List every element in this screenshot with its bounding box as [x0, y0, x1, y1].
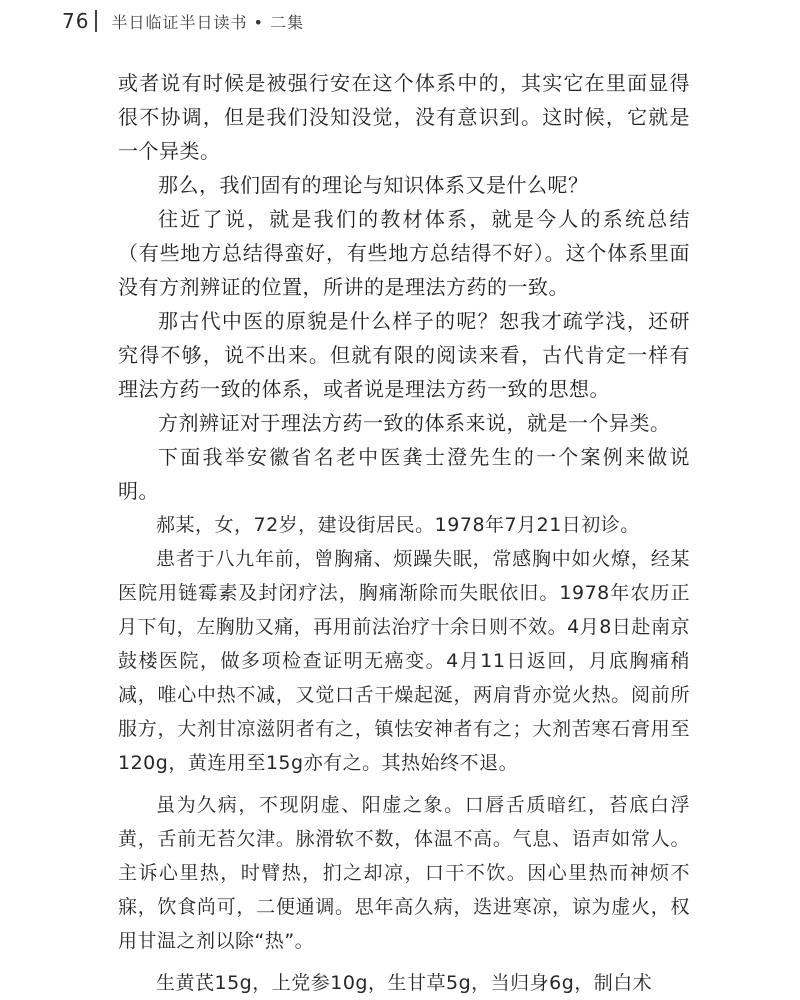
- paragraph-gap: [118, 780, 690, 788]
- paragraph: 那古代中医的原貌是什么样子的呢？恕我才疏学浅，还研究得不够，说不出来。但就有限的阅读来看，古代肯定一样有理法方药一致的体系，或者说是理法方药一致的思想。: [118, 309, 690, 401]
- page-number: 76: [62, 9, 90, 33]
- body-text: [118, 66, 690, 1000]
- case-diagnosis: 虽为久病，不现阴虚、阳虚之象。口唇舌质暗红，苔底白浮黄，舌前无苔欠津。脉滑软不数，体温不高。气息、语声如常人。主诉心里热，时臂热，扪之却凉，口干不饮。因心里热而神烦不寐，饮食尚可，二便通调。思年高久病，迭进寒凉，谅为虚火，权用甘温之剂以除“热”。: [118, 794, 690, 952]
- paragraph: 下面我举安徽省名老中医龚士澄先生的一个案例来做说明。: [118, 445, 690, 503]
- case-history: 患者于八九年前，曾胸痛、烦躁失眠，常感胸中如火燎，经某医院用链霉素及封闭疗法，胸痛渐除而失眠依旧。1978年农历正月下旬，左胸肋又痛，再用前法治疗十余日则不效。4月8日赴南京鼓楼医院，做多项检查证明无癌变。4月11日返回，月底胸痛稍减，唯心中热不减，又觉口舌干燥起涎，两肩背亦觉火热。阅前所服方，大剂甘凉滋阴者有之，镇怯安神者有之；大剂苦寒石膏用至120g，黄连用至15g亦有之。其热始终不退。: [118, 548, 690, 774]
- case-prescription: 生黄芪15g，上党参10g，生甘草5g，当归身6g，制白术: [156, 972, 653, 994]
- paragraph: 或者说有时候是被强行安在这个体系中的，其实它在里面显得很不协调，但是我们没知没觉，没有意识到。这时候，它就是一个异类。: [118, 71, 690, 163]
- paragraph: 那么，我们固有的理论与知识体系又是什么呢？: [158, 173, 589, 197]
- paragraph: 往近了说，就是我们的教材体系，就是今人的系统总结（有些地方总结得蛮好，有些地方总结得不好）。这个体系里面没有方剂辨证的位置，所讲的是理法方药的一致。: [118, 207, 690, 299]
- paragraph-gap: [118, 958, 690, 966]
- page-header: [62, 6, 304, 36]
- header-divider: [95, 10, 97, 32]
- running-title: 半日临证半日读书 • 二集: [111, 12, 305, 32]
- paragraph: 方剂辨证对于理法方药一致的体系来说，就是一个异类。: [158, 411, 671, 435]
- case-patient-info: 郝某，女，72岁，建设街居民。1978年7月21日初诊。: [156, 514, 640, 536]
